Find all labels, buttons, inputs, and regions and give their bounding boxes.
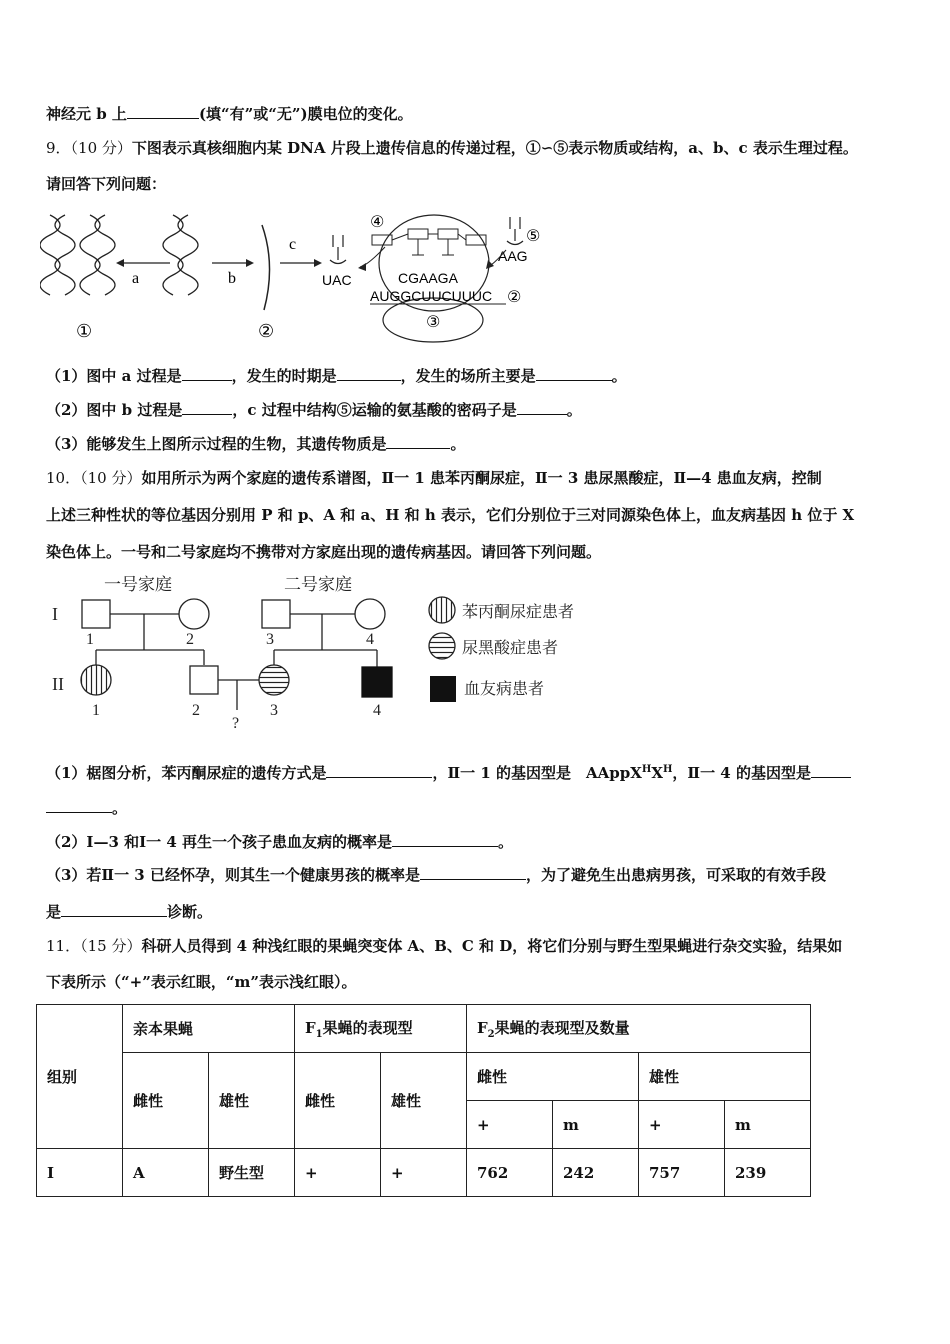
text-span: X [651, 764, 663, 782]
arrow-head-icon [116, 259, 124, 267]
dna-helix-icon [40, 215, 75, 295]
figure-pedigree [44, 570, 604, 735]
text-span: (填“有”或“无”)膜电位的变化。 [198, 105, 413, 123]
q11-title [46, 936, 842, 956]
q10-sub2 [46, 832, 513, 852]
question-text: 下表所示（“+”表示红眼，“m”表示浅红眼）。 [46, 973, 357, 991]
header-parent-female: 雌性 [123, 1053, 209, 1149]
dna-helix-icon [163, 215, 198, 295]
answer-blank[interactable] [337, 366, 401, 381]
answer-blank[interactable] [61, 902, 167, 917]
pedigree-female-II1-pku [81, 665, 111, 695]
header-parents: 亲本果蝇 [123, 1005, 295, 1053]
text-span: 是 [46, 903, 62, 921]
q9-sub1 [46, 366, 627, 386]
answer-blank[interactable] [392, 832, 498, 847]
q9-title-2 [46, 174, 166, 194]
header-f1 [295, 1005, 467, 1053]
trna-icon [330, 235, 346, 264]
arrow-head-icon [358, 263, 366, 271]
q9-sub2 [46, 400, 582, 420]
superscript: H [641, 764, 652, 775]
q10-title-3 [46, 542, 601, 562]
answer-blank[interactable] [811, 763, 851, 778]
label-II1: 1 [92, 702, 100, 719]
label-I2: 2 [186, 631, 194, 648]
question-text: 下图表示真核细胞内某 DNA 片段上遗传信息的传递过程，①∽⑤表示物质或结构，a、b、c 表示生理过程。 [131, 139, 858, 157]
codon-uac: UAC [322, 272, 352, 288]
answer-blank[interactable] [536, 366, 612, 381]
q10-title [46, 468, 822, 488]
table-cell: I [37, 1149, 123, 1197]
anticodon-cgaaga: CGAAGA [398, 270, 458, 286]
mrna-strand [262, 225, 270, 310]
table-cell: 239 [725, 1149, 811, 1197]
q10-title-2 [46, 505, 854, 525]
legend-alkaptonuria: 尿黑酸症患者 [462, 638, 559, 657]
legend-hemophilia: 血友病患者 [464, 679, 545, 698]
text-span: （3）若Ⅱ一 3 已经怀孕，则其生一个健康男孩的概率是 [46, 866, 420, 884]
q10-sub3-cont [46, 902, 212, 922]
arrow-head-icon [314, 259, 322, 267]
header-f2-male-m: m [725, 1101, 811, 1149]
family1-title: 一号家庭 [104, 575, 172, 595]
answer-blank[interactable] [127, 104, 199, 119]
answer-blank[interactable] [517, 400, 567, 415]
table-cell: 242 [553, 1149, 639, 1197]
q10-sub1 [46, 760, 851, 783]
mrna-sequence: AUGGCUUCUUUC [370, 288, 493, 304]
header-f1-text: F [305, 1019, 316, 1037]
q9-title [46, 138, 858, 158]
header-f2-rest: 果蝇的表现型及数量 [494, 1019, 630, 1037]
results-table [36, 1004, 811, 1197]
text-span: ，Ⅱ一 4 的基因型是 [672, 764, 811, 782]
text-span: ，发生的场所主要是 [400, 367, 536, 385]
peptide-block [408, 229, 428, 239]
dna-helix-icon [80, 215, 115, 295]
header-f2-text: F [477, 1019, 488, 1037]
legend-alkaptonuria-icon [429, 633, 455, 659]
label-unknown: ? [232, 715, 240, 732]
pedigree-male-I3 [262, 600, 290, 628]
table-cell: 757 [639, 1149, 725, 1197]
pedigree-female-II3-alkaptonuria [259, 665, 289, 695]
question-text: 请回答下列问题： [46, 175, 167, 193]
answer-blank[interactable] [326, 763, 432, 778]
mark-4: ④ [370, 212, 385, 231]
answer-blank[interactable] [386, 434, 450, 449]
label-I3: 3 [266, 631, 274, 648]
pedigree-male-II4-hemophilia [362, 667, 392, 697]
question-text: 科研人员得到 4 种浅红眼的果蝇突变体 A、B、C 和 D，将它们分别与野生型果蝇进行杂交实验，结果如 [141, 937, 843, 955]
trna-icon [507, 217, 523, 245]
label-b: b [228, 270, 236, 287]
question-number: 11．（15 分） [46, 937, 142, 955]
header-f2-male: 雄性 [639, 1053, 811, 1101]
subscript: 1 [315, 1029, 323, 1040]
question-text: 染色体上。一号和二号家庭均不携带对方家庭出现的遗传病基因。请回答下列问题。 [46, 543, 602, 561]
peptide-block [438, 229, 458, 239]
q9-sub3 [46, 434, 465, 454]
legend-pku-icon [429, 597, 455, 623]
figure-dna-transfer [40, 205, 560, 345]
text-span: 。 [112, 799, 128, 817]
arrow-head-icon [246, 259, 254, 267]
header-f2-female-plus: + [467, 1101, 553, 1149]
header-f1-male: 雄性 [381, 1053, 467, 1149]
superscript: H [662, 764, 673, 775]
mark-3: ③ [426, 312, 441, 331]
answer-blank[interactable] [182, 400, 232, 415]
generation-1: I [52, 604, 58, 624]
label-I1: 1 [86, 631, 94, 648]
label-I4: 4 [366, 631, 374, 648]
text-span: ，发生的时期是 [231, 367, 337, 385]
question-number: 9．（10 分） [46, 139, 132, 157]
pedigree-male-II2 [190, 666, 218, 694]
text-span: 诊断。 [167, 903, 213, 921]
table-cell: 762 [467, 1149, 553, 1197]
family2-title: 二号家庭 [284, 575, 352, 595]
label-c: c [289, 236, 297, 253]
text-span: ，c 过程中结构⑤运输的氨基酸的密码子是 [232, 401, 517, 419]
mark-5: ⑤ [526, 226, 541, 245]
label-a: a [132, 270, 140, 287]
trna-icon [412, 239, 454, 255]
text-span: 。 [498, 833, 514, 851]
subscript: 2 [487, 1029, 495, 1040]
header-group: 组别 [37, 1005, 123, 1149]
codon-aag: AAG [498, 248, 528, 264]
pedigree-female-I2 [179, 599, 209, 629]
table-cell: + [295, 1149, 381, 1197]
table-cell: + [381, 1149, 467, 1197]
header-parent-male: 雄性 [209, 1053, 295, 1149]
question-text: 如用所示为两个家庭的遗传系谱图，Ⅱ一 1 患苯丙酮尿症，Ⅱ一 3 患尿黑酸症，Ⅱ—4 患血友病，控制 [141, 469, 822, 487]
answer-blank[interactable] [182, 366, 232, 381]
text-span: 。 [611, 367, 627, 385]
arrow-head-icon [486, 260, 494, 269]
mark-2b: ② [507, 287, 522, 306]
text-span: （1）图中 a 过程是 [46, 367, 182, 385]
text-span: ，Ⅱ一 1 的基因型是 AAppX [432, 764, 642, 782]
text-span: ，为了避免生出患病男孩，可采取的有效手段 [525, 866, 826, 884]
pedigree-male-I1 [82, 600, 110, 628]
generation-2: II [52, 674, 64, 694]
pedigree-female-I4 [355, 599, 385, 629]
label-II4: 4 [373, 702, 381, 719]
legend-hemophilia-icon [430, 676, 456, 702]
text-span: （2）图中 b 过程是 [46, 401, 183, 419]
label-II3: 3 [270, 702, 278, 719]
label-II2: 2 [192, 702, 200, 719]
legend-pku: 苯丙酮尿症患者 [462, 602, 575, 621]
text-span: （1）椐图分析，苯丙酮尿症的遗传方式是 [46, 764, 327, 782]
header-f1-rest: 果蝇的表现型 [322, 1019, 413, 1037]
mark-2: ② [258, 321, 275, 342]
table-cell: A [123, 1149, 209, 1197]
header-f2-female-m: m [553, 1101, 639, 1149]
q10-sub1-cont [46, 798, 127, 818]
answer-blank[interactable] [420, 865, 526, 880]
table-cell: 野生型 [209, 1149, 295, 1197]
question-text: 上述三种性状的等位基因分别用 P 和 p、A 和 a、H 和 h 表示，它们分别位于三对同源染色体上，血友病基因 h 位于 X [46, 506, 855, 524]
mark-1: ① [76, 321, 93, 342]
peptide-block [372, 235, 392, 245]
q10-sub3 [46, 865, 826, 885]
header-f2-female: 雌性 [467, 1053, 639, 1101]
text-span: （2）Ⅰ—3 和Ⅰ一 4 再生一个孩子患血友病的概率是 [46, 833, 393, 851]
header-f1-female: 雌性 [295, 1053, 381, 1149]
header-f2 [467, 1005, 811, 1053]
q11-title-2 [46, 972, 356, 992]
table-row [37, 1149, 811, 1197]
text-span: 。 [450, 435, 466, 453]
text-span: 。 [566, 401, 582, 419]
header-f2-male-plus: + [639, 1101, 725, 1149]
text-line-0 [46, 104, 413, 124]
answer-blank[interactable] [46, 798, 112, 813]
question-number: 10．（10 分） [46, 469, 142, 487]
text-span: 神经元 b 上 [46, 105, 127, 123]
text-span: （3）能够发生上图所示过程的生物，其遗传物质是 [46, 435, 387, 453]
